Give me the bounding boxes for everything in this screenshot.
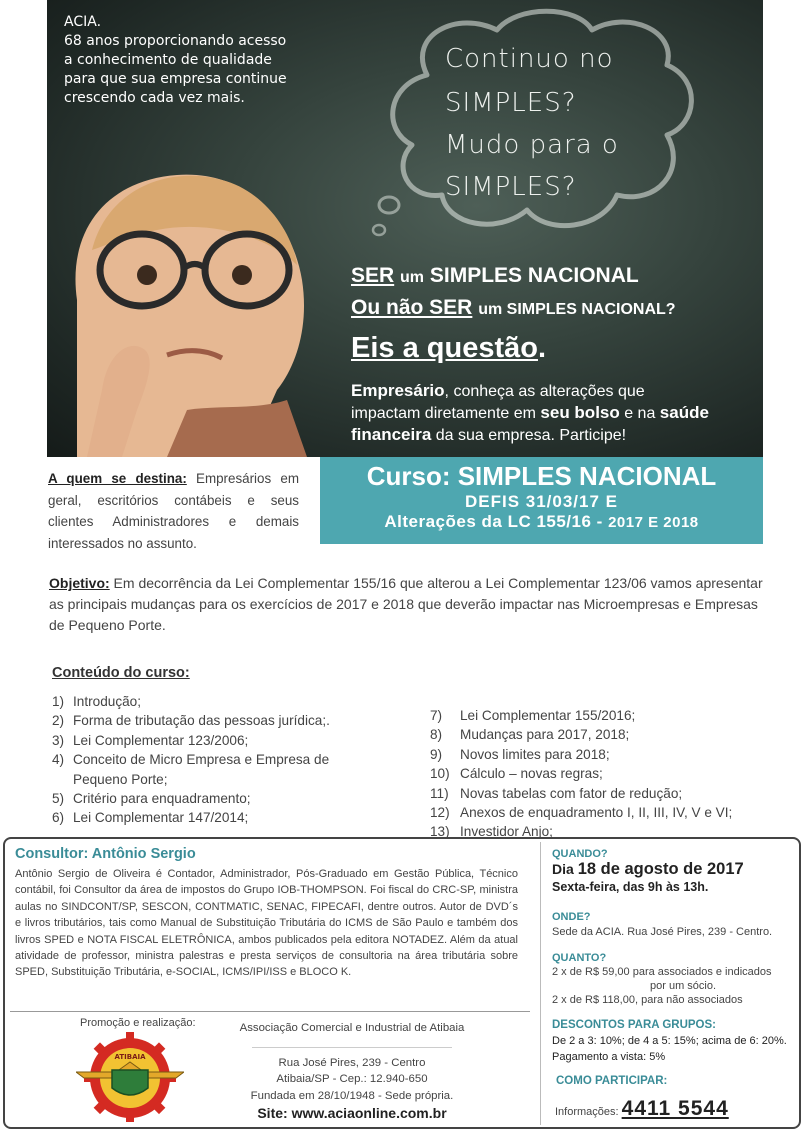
logo-text: ATIBAIA xyxy=(114,1053,146,1061)
consultant-title: Consultor: Antônio Sergio xyxy=(15,846,196,862)
content-list-left xyxy=(52,692,330,828)
list-num: 8) xyxy=(430,727,443,743)
child-illustration xyxy=(47,150,357,457)
where-label: ONDE? xyxy=(552,911,591,923)
desc-bold: seu bolso xyxy=(540,403,620,422)
list-text: Cálculo – novas regras; xyxy=(460,766,603,782)
list-num: 11) xyxy=(430,785,449,801)
desc-bold: financeira xyxy=(351,425,432,444)
list-num: 12) xyxy=(430,805,450,821)
headline-3-dot: . xyxy=(537,332,547,364)
headline-1-rest: SIMPLES NACIONAL xyxy=(429,264,639,287)
list-text: Conceito de Micro Empresa e Empresa de xyxy=(73,752,330,768)
list-text: Lei Complementar 147/2014; xyxy=(73,810,249,826)
headline-2-small: um SIMPLES NACIONAL? xyxy=(478,301,676,318)
headline-3-text: Eis a questão xyxy=(351,332,538,364)
content-title: Conteúdo do curso: xyxy=(52,665,190,681)
course-line3 xyxy=(320,512,763,532)
list-num: 2) xyxy=(52,713,65,729)
discount-1: De 2 a 3: 10%; de 4 a 5: 15%; acima de 6: 20%. xyxy=(552,1035,787,1047)
objective xyxy=(49,573,769,636)
association-site[interactable]: Site: www.aciaonline.com.br xyxy=(257,1104,447,1121)
headline-1 xyxy=(351,264,639,288)
box-divider xyxy=(540,842,541,1125)
course-subtitle: DEFIS 31/03/17 E xyxy=(464,492,619,511)
desc-text: , conheça as alterações que xyxy=(444,383,645,400)
promo-label: Promoção e realização: xyxy=(80,1017,196,1029)
list-text: Forma de tributação das pessoas jurídica;. xyxy=(73,713,330,729)
list-num: 13) xyxy=(430,824,450,840)
thought-cloud xyxy=(367,5,702,240)
list-item xyxy=(52,731,330,750)
intro-line: a conhecimento de qualidade xyxy=(64,52,272,68)
phone-info xyxy=(555,1097,729,1121)
association-city: Atibaia/SP - Cep.: 12.940-650 xyxy=(276,1073,428,1086)
list-text: Introdução; xyxy=(73,694,142,709)
event-date xyxy=(552,860,744,879)
content-list-right xyxy=(430,706,732,842)
list-text: Pequeno Porte; xyxy=(73,771,168,787)
desc-text: e na xyxy=(619,405,660,422)
consultant-bio: Antônio Sergio de Oliveira é Contador, Administrador, Pós-Graduado em Gestão Pública, Técnico contábil, foi Consultor da área de impostos do Grupo IOB-THOMPSON. Foi fiscal do CRC-SP, ministra aulas no SINDCONT/SP, SESCON, CONTMATIC, SENAC, FIPECAFI, dentre outros. Autor de DVD´s e livros tributários, tais como Manual de Substituição Tributária do ICMS de São Paulo e também dos livros SPED e NOTA FISCAL ELETRÔNICA, ambos publicados pela editora NOTADEZ. Além da atual atividade de professor, ministra palestras e presta serviços de consultoria na área tributária sobre SPED, Substituição Tributária, e-SOCIAL, ICMS/IPI/ISS e BLOCO K. xyxy=(15,868,518,979)
list-text: Lei Complementar 123/2006; xyxy=(73,732,249,748)
target-audience xyxy=(48,468,299,554)
association-info xyxy=(222,1020,482,1121)
list-item xyxy=(52,789,330,808)
headline-3 xyxy=(351,332,546,365)
association-name: Associação Comercial e Industrial de Atibaia xyxy=(239,1022,465,1034)
desc-text: da sua empresa. Participe! xyxy=(431,427,627,444)
list-item xyxy=(430,725,732,744)
intro-line: para que sua empresa continue xyxy=(64,71,287,87)
how-label: COMO PARTICIPAR: xyxy=(556,1075,668,1087)
list-text: Anexos de enquadramento I, II, III, IV, V e VI; xyxy=(460,805,733,821)
acia-logo xyxy=(76,1032,184,1122)
desc-bold: saúde xyxy=(659,403,709,422)
intro-line: ACIA. xyxy=(64,14,102,30)
target-label: A quem se destina: xyxy=(48,471,187,486)
list-item xyxy=(52,711,330,730)
list-item xyxy=(52,808,330,827)
list-num: 1) xyxy=(52,694,65,709)
headline-1-big: SER xyxy=(351,264,395,287)
discount-label: DESCONTOS PARA GRUPOS: xyxy=(552,1019,716,1031)
section-divider xyxy=(10,1011,530,1012)
list-num: 4) xyxy=(52,752,65,768)
list-item xyxy=(52,692,330,711)
list-text: Lei Complementar 155/2016; xyxy=(460,708,636,723)
list-num: 5) xyxy=(52,791,65,807)
chalk-line-3: Mudo para o xyxy=(445,130,619,160)
chalk-line-2: SIMPLES? xyxy=(445,88,577,118)
date-prefix: Dia xyxy=(552,861,578,877)
list-item xyxy=(430,764,732,783)
course-banner xyxy=(320,457,763,544)
list-text: Mudanças para 2017, 2018; xyxy=(460,727,630,743)
hero-description xyxy=(351,380,751,446)
desc-text: impactam diretamente em xyxy=(351,405,541,422)
chalk-line-1: Continuo no xyxy=(445,44,614,74)
target-text: Empresários em geral, escritórios contábeis e seus clientes Administradores e demais interessados no assunto. xyxy=(48,471,300,551)
objective-label: Objetivo: xyxy=(49,575,110,591)
headline-2-big: Ou não SER xyxy=(351,296,473,319)
chalk-line-4: SIMPLES? xyxy=(445,172,577,202)
list-item xyxy=(430,745,732,764)
list-item xyxy=(52,770,330,789)
hero-banner xyxy=(47,0,763,457)
course-title: Curso: SIMPLES NACIONAL xyxy=(366,461,717,491)
price-list xyxy=(552,965,792,1007)
price-label: QUANTO? xyxy=(552,952,607,964)
headline-2 xyxy=(351,296,676,320)
list-num: 6) xyxy=(52,810,65,826)
list-item xyxy=(52,750,330,769)
desc-bold: Empresário xyxy=(351,381,445,400)
list-num: 3) xyxy=(52,732,65,748)
list-num: 7) xyxy=(430,708,443,723)
price-1: 2 x de R$ 59,00 para associados e indicados xyxy=(552,966,772,978)
hero-intro xyxy=(64,13,314,108)
list-item xyxy=(430,803,732,822)
list-num xyxy=(52,770,73,789)
association-address: Rua José Pires, 239 - Centro xyxy=(278,1057,426,1070)
phone-number[interactable]: 4411 5544 xyxy=(621,1097,729,1120)
list-num: 10) xyxy=(430,766,450,782)
price-1b: por um sócio. xyxy=(650,980,717,992)
course-line3-text: Alterações da LC 155/16 - xyxy=(384,512,609,531)
intro-line: 68 anos proporcionando acesso xyxy=(64,33,287,49)
objective-text: Em decorrência da Lei Complementar 155/16 que alterou a Lei Complementar 123/06 vamos apresentar as principais mudanças para os exercícios de 2017 e 2018 que deverão impactar nas Microempresas e Empresas de Pequeno Porte. xyxy=(49,575,763,633)
list-text: Novos limites para 2018; xyxy=(460,746,610,762)
price-2: 2 x de R$ 118,00, para não associados xyxy=(552,994,743,1006)
list-num: 9) xyxy=(430,746,443,762)
list-text: Critério para enquadramento; xyxy=(73,791,251,807)
event-time: Sexta-feira, das 9h às 13h. xyxy=(552,880,709,894)
when-label: QUANDO? xyxy=(552,848,608,860)
where-value: Sede da ACIA. Rua José Pires, 239 - Centro. xyxy=(552,926,773,938)
headline-1-small: um xyxy=(400,269,425,286)
phone-label: Informações: xyxy=(555,1106,622,1118)
list-text: Novas tabelas com fator de redução; xyxy=(460,785,683,801)
date-value: 18 de agosto de 2017 xyxy=(577,860,744,878)
association-divider xyxy=(252,1047,452,1048)
course-line3-years: 2017 E 2018 xyxy=(608,514,699,531)
list-item xyxy=(430,706,732,725)
association-founded: Fundada em 28/10/1948 - Sede própria. xyxy=(250,1089,454,1102)
list-item xyxy=(430,784,732,803)
discount-2: Pagamento a vista: 5% xyxy=(552,1051,666,1063)
list-text: Investidor Anjo; xyxy=(460,824,553,840)
intro-line: crescendo cada vez mais. xyxy=(64,90,245,106)
